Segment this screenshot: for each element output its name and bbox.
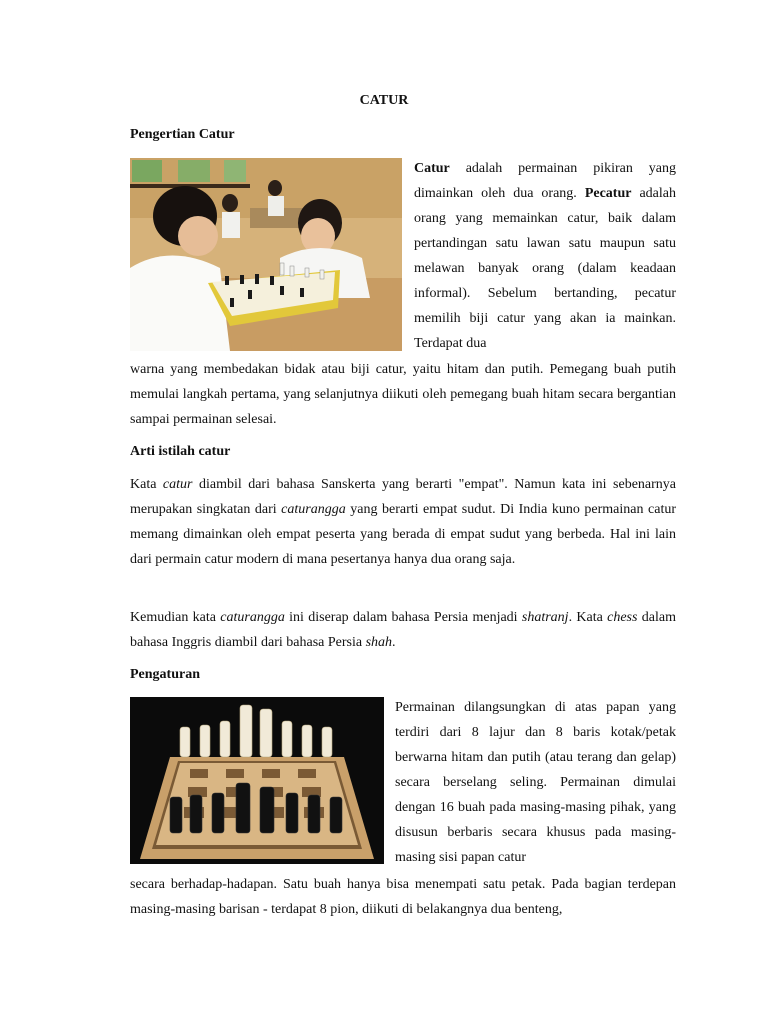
chess-players-illustration <box>130 158 402 351</box>
chess-players-photo <box>130 158 402 351</box>
heading-pengaturan: Pengaturan <box>130 667 200 682</box>
document-title: CATUR <box>359 93 409 108</box>
pengaturan-paragraph: Permainan dilangsungkan di atas papan yang terdiri dari 8 lajur dan 8 baris kotak/petak berwarna hitam dan putih (atau terang dan gelap) secara berselang seling. Permainan dimulai dengan 16 buah pada masing-masing pihak, yang disusun berbaris secara khusus pada masing-masing sisi papan catur <box>395 700 676 865</box>
arti-paragraph-2: Kemudian kata caturangga ini diserap dalam bahasa Persia menjadi shatranj. Kata chess dalam bahasa Inggris diambil dari bahasa Persia shah. <box>130 610 676 650</box>
chess-board-photo <box>130 697 384 864</box>
pengertian-paragraph: Catur adalah permainan pikiran yang dimainkan oleh dua orang. Pecatur adalah orang yang memainkan catur, baik dalam pertandingan satu lawan satu maupun satu melawan banyak orang (dalam keadaan informal). Sebelum bertanding, pecatur memilih biji catur yang akan ia mainkan. Terdapat dua <box>414 161 677 351</box>
heading-arti-istilah: Arti istilah catur <box>130 444 231 459</box>
pengaturan-paragraph-continuation: secara berhadap-hadapan. Satu buah hanya bisa menempati satu petak. Pada bagian terdepan masing-masing barisan - terdapat 8 pion, diikuti di belakangnya dua benteng, <box>130 877 676 917</box>
heading-pengertian-catur: Pengertian Catur <box>130 127 235 142</box>
arti-paragraph-1: Kata catur diambil dari bahasa Sanskerta yang berarti "empat". Namun kata ini sebenarnya merupakan singkatan dari caturangga yang berarti empat sudut. Di India kuno permainan catur memang dimainkan oleh empat peserta yang berada di empat sudut yang berbeda. Hal ini lain dari permain catur modern di mana pesertanya hanya dua orang saja. <box>130 477 676 567</box>
pengertian-paragraph-continuation: warna yang membedakan bidak atau biji catur, yaitu hitam dan putih. Pemegang buah putih memulai langkah pertama, yang selanjutnya diikuti oleh pemegang buah hitam secara bergantian sampai permainan selesai. <box>130 362 676 427</box>
term-catur: Catur <box>414 161 450 176</box>
chess-board-illustration <box>130 697 384 864</box>
term-pecatur: Pecatur <box>584 186 632 201</box>
